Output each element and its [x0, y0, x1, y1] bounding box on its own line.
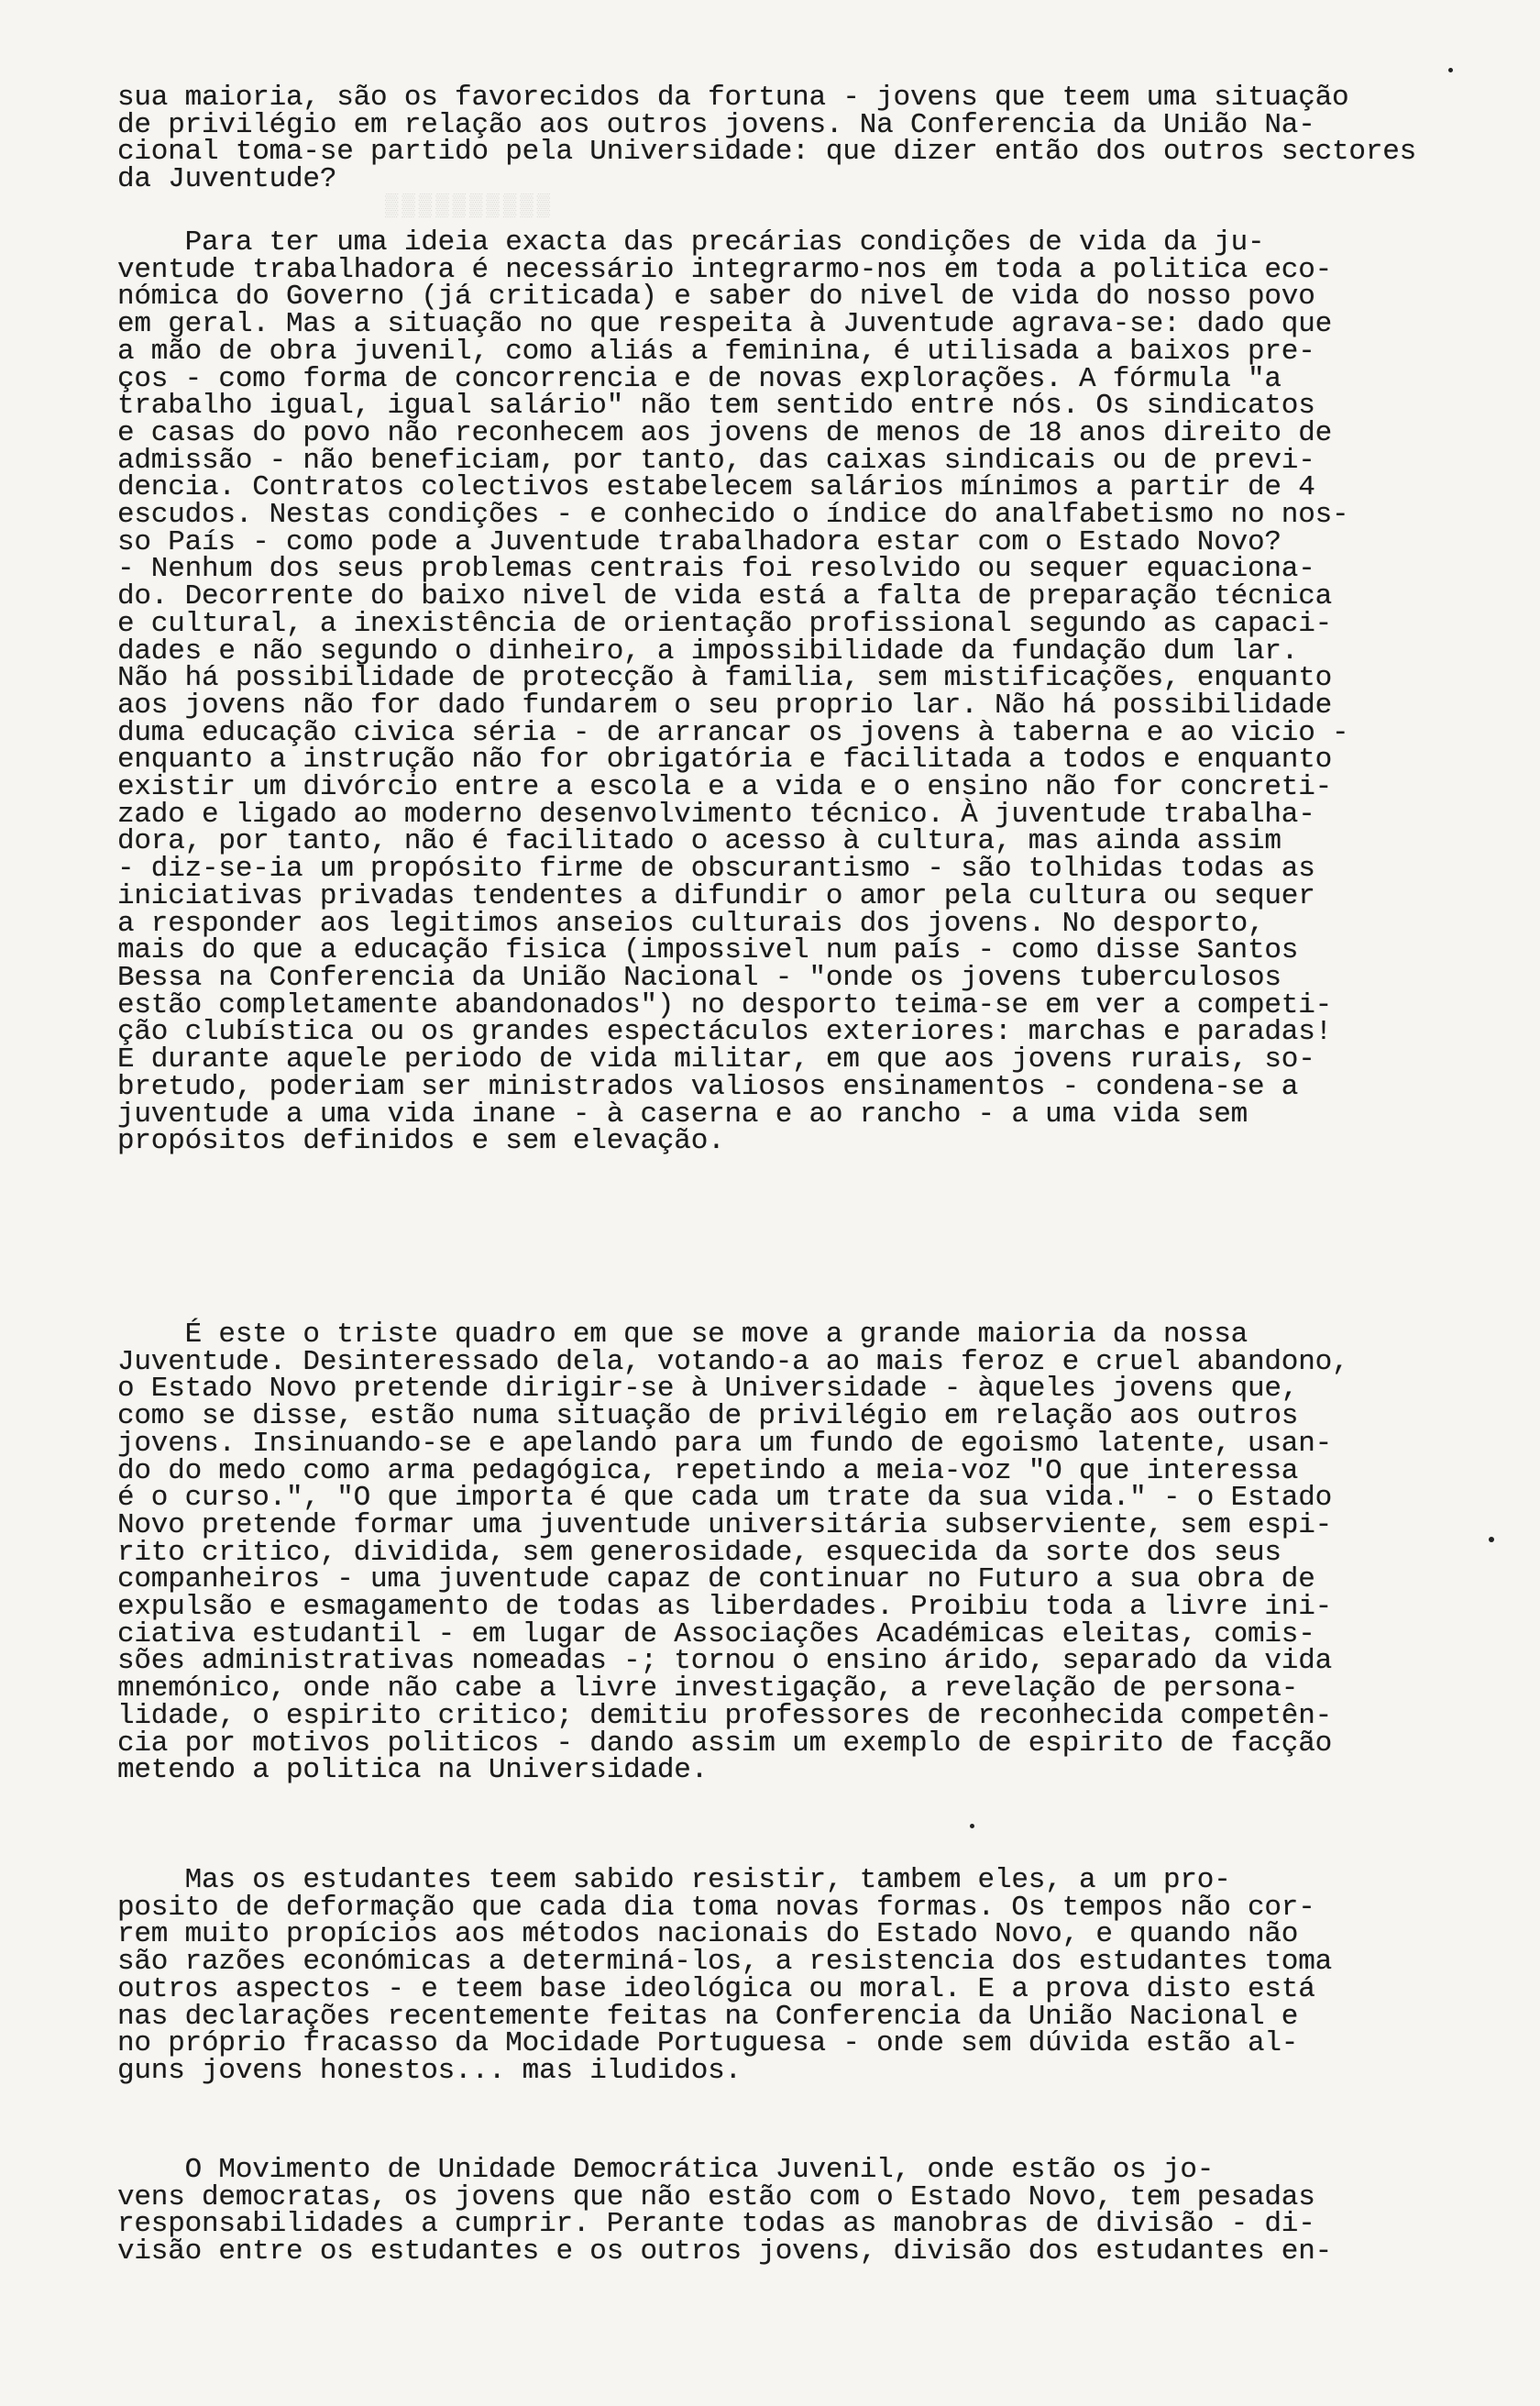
- text-line: e casas do povo não reconhecem aos jovens de menos de 18 anos direito de: [117, 416, 1333, 449]
- text-line: jovens. Insinuando-se e apelando para um fundo de egoismo latente, usan-: [117, 1427, 1333, 1460]
- text-line: Mas os estudantes teem sabido resistir, tambem eles, a um pro-: [117, 1864, 1231, 1896]
- text-line: admissão - não beneficiam, por tanto, das caixas sindicais ou de previ-: [117, 444, 1315, 477]
- paragraph-democratic-movement: [117, 2154, 1446, 2268]
- text-line: mnemónico, onde não cabe a livre investigação, a revelação de persona-: [117, 1672, 1299, 1705]
- text-line: enquanto a instrução não for obrigatória e facilitada a todos e enquanto: [117, 744, 1333, 777]
- text-line: guns jovens honestos... mas iludidos.: [117, 2054, 742, 2087]
- text-line: é o curso.", "O que importa é que cada um trate da sua vida." - o Estado: [117, 1482, 1333, 1515]
- text-line: so País - como pode a Juventude trabalhadora estar com o Estado Novo?: [117, 525, 1282, 558]
- text-line: nómica do Governo (já criticada) e saber do nivel de vida do nosso povo: [117, 281, 1315, 314]
- ink-speck: [1448, 68, 1453, 72]
- paragraph-working-youth: [117, 226, 1446, 1158]
- text-line: trabalho igual, igual salário" não tem sentido entre nós. Os sindicatos: [117, 390, 1315, 423]
- text-line: de privilégio em relação aos outros jovens. Na Conferencia da União Na-: [117, 108, 1315, 141]
- text-line: rito critico, dividida, sem generosidade, esquecida da sorte dos seus: [117, 1536, 1282, 1569]
- text-line: propósitos definidos e sem elevação.: [117, 1125, 725, 1158]
- text-line: ção clubística ou os grandes espectáculos exteriores: marchas e paradas!: [117, 1016, 1333, 1049]
- text-line: ventude trabalhadora é necessário integrarmo-nos em toda a politica eco-: [117, 253, 1333, 286]
- text-line: em geral. Mas a situação no que respeita à Juventude agrava-se: dado que: [117, 308, 1333, 341]
- text-line: do do medo como arma pedagógica, repetindo a meia-voz "O que interessa: [117, 1454, 1299, 1487]
- text-line: e cultural, a inexistência de orientação profissional segundo as capaci-: [117, 607, 1333, 640]
- text-line: - diz-se-ia um propósito firme de obscurantismo - são tolhidas todas as: [117, 853, 1315, 886]
- text-line: companheiros - uma juventude capaz de continuar no Futuro a sua obra de: [117, 1563, 1315, 1596]
- faint-stamp-mark: ▒▒▒▒▒▒▒▒▒▒: [385, 194, 555, 219]
- paragraph-student-resistance: [117, 1864, 1446, 2087]
- text-line: aos jovens não for dado fundarem o seu proprio lar. Não há possibilidade: [117, 689, 1333, 722]
- text-line: visão entre os estudantes e os outros jovens, divisão dos estudantes en-: [117, 2235, 1333, 2268]
- text-line: da Juventude?: [117, 163, 337, 196]
- text-line: juventude a uma vida inane - à caserna e ao rancho - a uma vida sem: [117, 1098, 1248, 1131]
- text-line: existir um divórcio entre a escola e a vida e o ensino não for concreti-: [117, 771, 1333, 804]
- ink-speck: [970, 1824, 974, 1828]
- paragraph-intro-continuation: [117, 82, 1446, 196]
- text-line: bretudo, poderiam ser ministrados valiosos ensinamentos - condena-se a: [117, 1070, 1299, 1103]
- text-line: ços - como forma de concorrencia e de novas explorações. A fórmula "a: [117, 362, 1282, 395]
- text-line: cia por motivos politicos - dando assim um exemplo de espirito de facção: [117, 1727, 1333, 1760]
- text-line: - Nenhum dos seus problemas centrais foi resolvido ou sequer equaciona-: [117, 553, 1315, 586]
- paragraph-university-policy: [117, 1319, 1446, 1787]
- text-line: do. Decorrente do baixo nivel de vida está a falta de preparação técnica: [117, 580, 1333, 613]
- text-line: ciativa estudantil - em lugar de Associações Académicas eleitas, comis-: [117, 1617, 1315, 1650]
- text-line: vens democratas, os jovens que não estão com o Estado Novo, tem pesadas: [117, 2180, 1315, 2213]
- text-line: nas declarações recentemente feitas na Conferencia da União Nacional e: [117, 2000, 1299, 2033]
- text-line: Juventude. Desinteressado dela, votando-a ao mais feroz e cruel abandono,: [117, 1345, 1349, 1378]
- text-line: Não há possibilidade de protecção à familia, sem mistificações, enquanto: [117, 662, 1333, 695]
- ink-speck: [1489, 1537, 1494, 1542]
- text-line: outros aspectos - e teem base ideológica ou moral. E a prova disto está: [117, 1972, 1315, 2005]
- text-line: lidade, o espirito critico; demitiu professores de reconhecida competên-: [117, 1699, 1333, 1732]
- text-line: Para ter uma ideia exacta das precárias condições de vida da ju-: [117, 226, 1265, 259]
- text-line: no próprio fracasso da Mocidade Portuguesa - onde sem dúvida estão al-: [117, 2027, 1299, 2060]
- text-line: zado e ligado ao moderno desenvolvimento técnico. À juventude trabalha-: [117, 798, 1315, 831]
- text-line: É este o triste quadro em que se move a grande maioria da nossa: [117, 1319, 1248, 1351]
- text-line: Bessa na Conferencia da União Nacional - "onde os jovens tuberculosos: [117, 961, 1282, 994]
- text-line: o Estado Novo pretende dirigir-se à Universidade - àqueles jovens que,: [117, 1373, 1299, 1406]
- text-line: cional toma-se partido pela Universidade: que dizer então dos outros sectores: [117, 136, 1417, 169]
- text-line: O Movimento de Unidade Democrática Juvenil, onde estão os jo-: [117, 2154, 1215, 2186]
- text-line: responsabilidades a cumprir. Perante todas as manobras de divisão - di-: [117, 2208, 1315, 2241]
- text-line: dencia. Contratos colectivos estabelecem salários mínimos a partir de 4: [117, 471, 1315, 504]
- text-line: sões administrativas nomeadas -; tornou o ensino árido, separado da vida: [117, 1645, 1333, 1678]
- text-line: rem muito propícios aos métodos nacionais do Estado Novo, e quando não: [117, 1918, 1299, 1951]
- text-line: Novo pretende formar uma juventude universitária subserviente, sem espi-: [117, 1508, 1333, 1541]
- text-line: metendo a politica na Universidade.: [117, 1754, 709, 1787]
- text-line: estão completamente abandonados") no desporto teima-se em ver a competi-: [117, 988, 1333, 1021]
- text-line: iniciativas privadas tendentes a difundir o amor pela cultura ou sequer: [117, 879, 1315, 912]
- text-line: a responder aos legitimos anseios culturais dos jovens. No desporto,: [117, 907, 1265, 940]
- text-line: escudos. Nestas condições - e conhecido o índice do analfabetismo no nos-: [117, 499, 1349, 532]
- text-line: a mão de obra juvenil, como aliás a feminina, é utilisada a baixos pre-: [117, 335, 1315, 368]
- text-line: como se disse, estão numa situação de privilégio em relação aos outros: [117, 1400, 1299, 1433]
- text-line: mais do que a educação fisica (impossivel num país - como disse Santos: [117, 934, 1299, 967]
- text-line: são razões económicas a determiná-los, a resistencia dos estudantes toma: [117, 1946, 1333, 1979]
- text-line: expulsão e esmagamento de todas as liberdades. Proibiu toda a livre ini-: [117, 1591, 1333, 1624]
- text-line: E durante aquele periodo de vida militar, em que aos jovens rurais, so-: [117, 1043, 1315, 1076]
- text-line: dora, por tanto, não é facilitado o acesso à cultura, mas ainda assim: [117, 825, 1282, 858]
- text-line: dades e não segundo o dinheiro, a impossibilidade da fundação dum lar.: [117, 635, 1299, 668]
- text-line: duma educação civica séria - de arrancar os jovens à taberna e ao vicio -: [117, 716, 1349, 749]
- text-line: sua maioria, são os favorecidos da fortuna - jovens que teem uma situação: [117, 82, 1349, 114]
- text-line: posito de deformação que cada dia toma novas formas. Os tempos não cor-: [117, 1891, 1315, 1924]
